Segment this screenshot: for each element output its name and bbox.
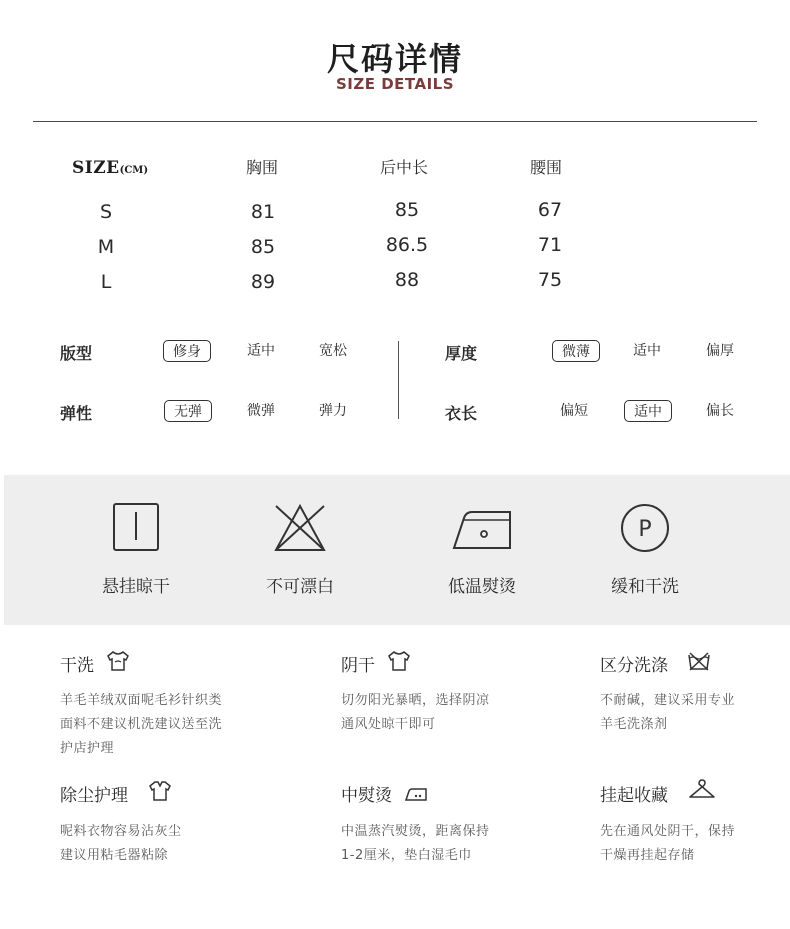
no-bleach-icon xyxy=(270,498,330,558)
length-label: 衣长 xyxy=(445,404,478,423)
page-title: 尺码详情 xyxy=(326,40,463,78)
header-divider xyxy=(33,121,757,122)
stretch-option-slight: 微弹 xyxy=(247,403,275,419)
fit-option-slim: 修身 xyxy=(163,340,211,362)
table-cell: 88 xyxy=(394,269,420,291)
tshirt-icon xyxy=(387,650,411,672)
stretch-option-none: 无弹 xyxy=(164,400,212,422)
hang-dry-icon xyxy=(106,498,166,558)
tip-line: 先在通风处阴干，保持 xyxy=(600,824,736,839)
table-cell: 81 xyxy=(250,201,276,223)
stretch-label: 弹性 xyxy=(60,404,93,423)
tip-line: 中温蒸汽熨烫，距离保持 xyxy=(341,824,490,839)
size-table-label: SIZE(CM) xyxy=(72,158,149,178)
stretch-option-stretchy: 弹力 xyxy=(319,403,347,419)
tip-line: 1-2厘米，垫白湿毛巾 xyxy=(341,848,472,863)
thickness-option-thin: 微薄 xyxy=(552,340,600,362)
no-wash-icon xyxy=(687,650,711,672)
table-cell: 89 xyxy=(250,271,276,293)
column-header-back-length: 后中长 xyxy=(380,158,429,177)
tip-line: 护店护理 xyxy=(60,741,115,756)
fit-label: 版型 xyxy=(60,344,93,363)
care-label-low-iron: 低温熨烫 xyxy=(448,577,516,597)
tip-line: 羊毛羊绒双面呢毛衫针织类 xyxy=(60,693,223,708)
care-label-gentle-dry-clean: 缓和干洗 xyxy=(611,577,679,597)
table-cell: 86.5 xyxy=(385,234,429,256)
length-option-long: 偏长 xyxy=(706,403,734,419)
tip-line: 不耐碱，建议采用专业 xyxy=(600,693,736,708)
length-option-short: 偏短 xyxy=(560,403,588,419)
tip-line: 呢料衣物容易沾灰尘 xyxy=(60,824,182,839)
length-option-regular: 适中 xyxy=(624,400,672,422)
size-m: M xyxy=(97,236,115,258)
size-l: L xyxy=(100,271,112,293)
tip-line: 通风处晾干即可 xyxy=(341,717,436,732)
shirt-outline-icon xyxy=(148,780,172,802)
thickness-option-medium: 适中 xyxy=(633,343,661,359)
table-cell: 85 xyxy=(394,199,420,221)
attributes-divider xyxy=(398,341,399,419)
tip-line: 面料不建议机洗建议送至洗 xyxy=(60,717,223,732)
fit-option-regular: 适中 xyxy=(247,343,275,359)
gentle-dry-clean-icon xyxy=(615,498,675,558)
tip-line: 切勿阳光暴晒，选择阴凉 xyxy=(341,693,490,708)
thickness-option-thick: 偏厚 xyxy=(706,343,734,359)
table-cell: 75 xyxy=(537,269,563,291)
tip-title-hang-storage: 挂起收藏 xyxy=(600,786,668,806)
tip-title-dry-clean: 干洗 xyxy=(60,656,94,676)
tip-title-separate-wash: 区分洗涤 xyxy=(600,656,668,676)
table-cell: 71 xyxy=(537,234,563,256)
table-cell: 85 xyxy=(250,236,276,258)
care-label-no-bleach: 不可漂白 xyxy=(266,577,334,597)
column-header-chest: 胸围 xyxy=(246,158,279,177)
hanger-icon xyxy=(688,778,716,802)
table-cell: 67 xyxy=(537,199,563,221)
tip-line: 干燥再挂起存储 xyxy=(600,848,695,863)
thickness-label: 厚度 xyxy=(445,344,478,363)
page-subtitle: SIZE DETAILS xyxy=(335,75,455,93)
iron-icon xyxy=(404,782,428,804)
tip-line: 羊毛洗涤剂 xyxy=(600,717,668,732)
tip-line: 建议用粘毛器粘除 xyxy=(60,848,169,863)
tip-title-shade-dry: 阴干 xyxy=(341,656,375,676)
fit-option-loose: 宽松 xyxy=(319,343,347,359)
size-s: S xyxy=(99,201,113,223)
size-unit: (CM) xyxy=(119,165,149,176)
dry-clean-shirt-icon xyxy=(106,650,130,672)
svg-text:P: P xyxy=(638,517,652,542)
tip-title-medium-iron: 中熨烫 xyxy=(341,786,392,806)
care-label-hang-dry: 悬挂晾干 xyxy=(102,577,170,597)
low-iron-icon xyxy=(450,498,514,558)
column-header-waist: 腰围 xyxy=(530,158,563,177)
tip-title-dust-care: 除尘护理 xyxy=(60,786,128,806)
